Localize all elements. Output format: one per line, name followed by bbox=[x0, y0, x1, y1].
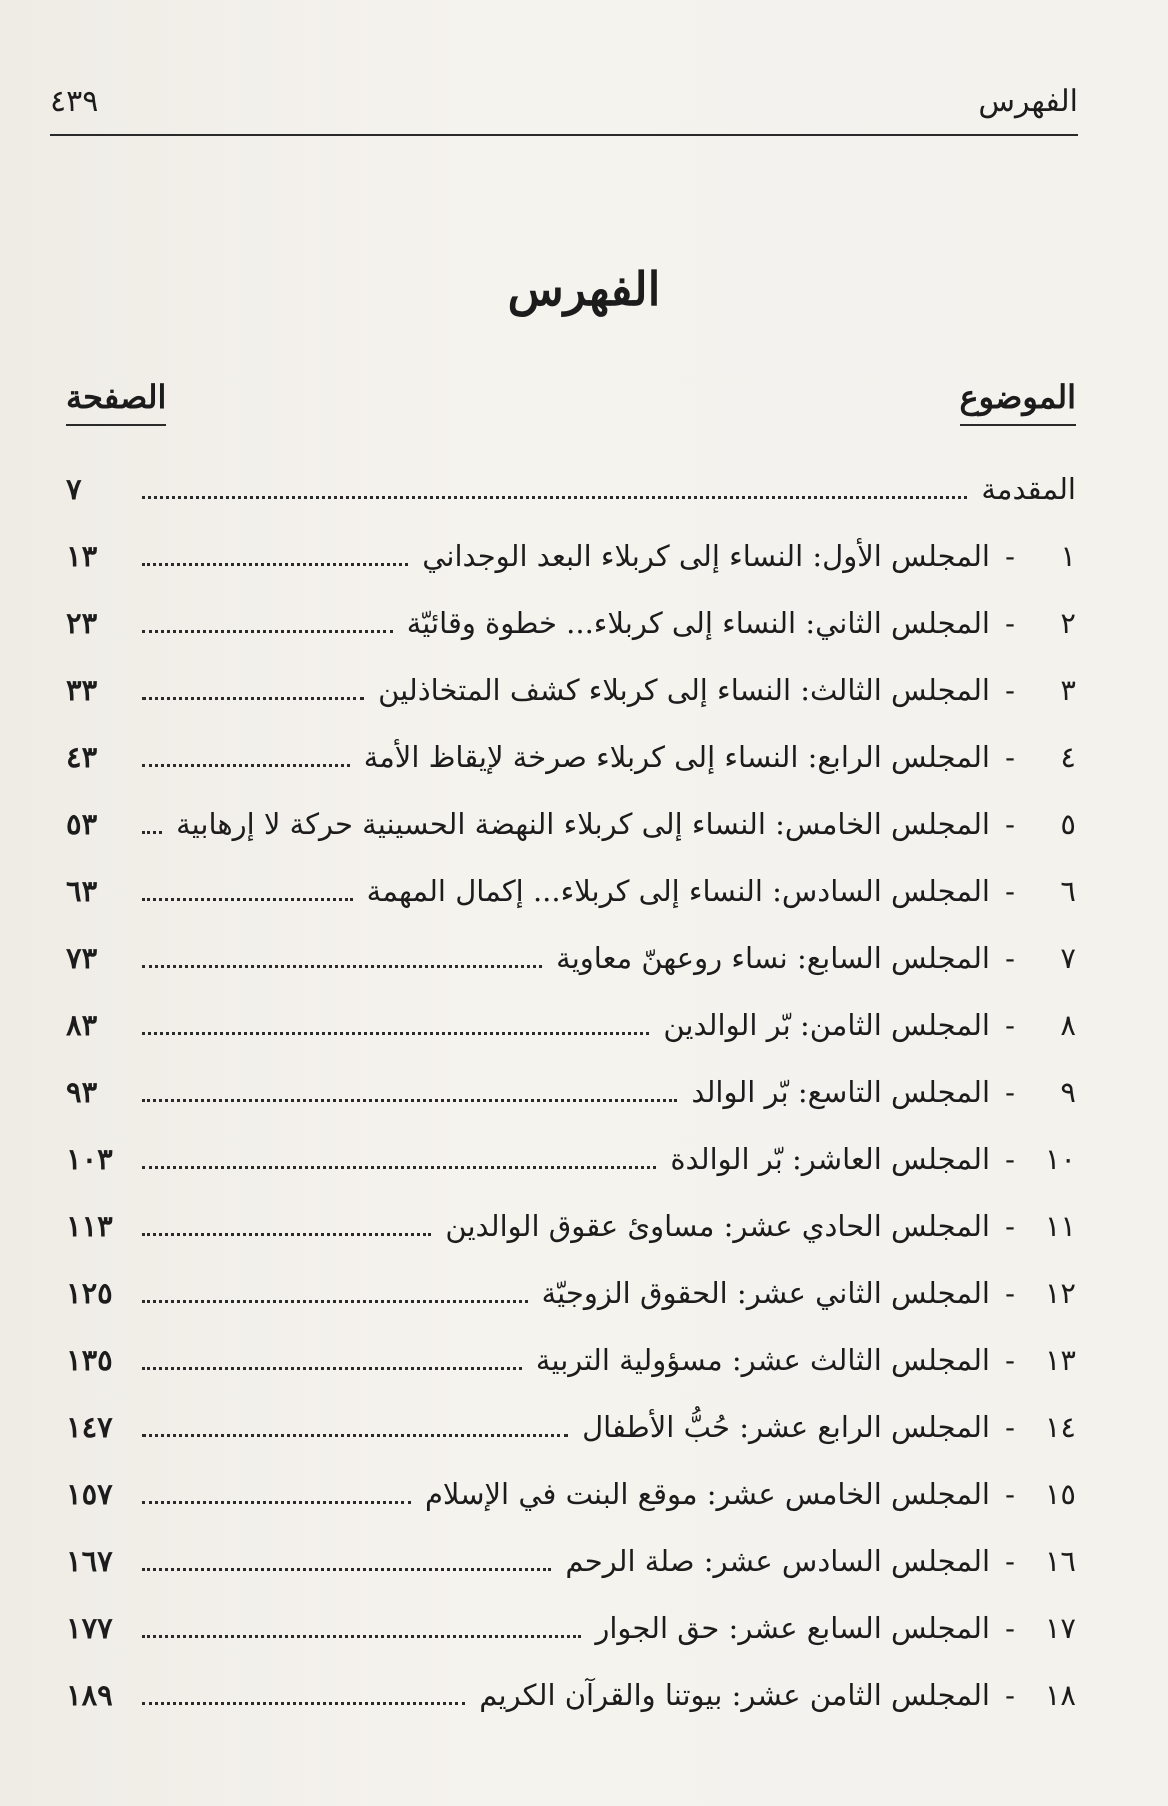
entry-dash: - bbox=[1005, 807, 1015, 841]
entry-page: ٢٣ bbox=[66, 606, 98, 640]
entry-title: المجلس الرابع: النساء إلى كربلاء صرخة لإيقاظ الأمة bbox=[363, 740, 990, 774]
dot-leader bbox=[142, 1085, 677, 1102]
entry-number: ٢ bbox=[1060, 606, 1076, 640]
dot-leader bbox=[142, 683, 364, 700]
entry-title: المجلس السابع عشر: حق الجوار bbox=[595, 1611, 990, 1645]
toc-entry bbox=[66, 1276, 1076, 1343]
entry-title: المجلس العاشر: بّر الوالدة bbox=[670, 1142, 990, 1176]
entry-number: ٩ bbox=[1060, 1075, 1076, 1109]
entry-dash: - bbox=[1005, 673, 1015, 707]
dot-leader bbox=[142, 1152, 656, 1169]
entry-dash: - bbox=[1005, 606, 1015, 640]
dot-leader bbox=[142, 549, 408, 566]
entry-page: ١٦٧ bbox=[66, 1544, 113, 1578]
topic-column-header: الموضوع bbox=[960, 378, 1076, 426]
entry-number: ١٤ bbox=[1044, 1410, 1076, 1444]
toc-entry bbox=[66, 1142, 1076, 1209]
toc-entry bbox=[66, 673, 1076, 740]
entry-number: ٦ bbox=[1060, 874, 1076, 908]
dot-leader bbox=[142, 1688, 465, 1705]
dot-leader bbox=[142, 1554, 551, 1571]
entry-number: ١٠ bbox=[1044, 1142, 1076, 1176]
entry-dash: - bbox=[1005, 874, 1015, 908]
entry-title: المجلس الثالث: النساء إلى كربلاء كشف المتخاذلين bbox=[378, 673, 990, 707]
entry-title: المجلس الثاني عشر: الحقوق الزوجيّة bbox=[541, 1276, 990, 1310]
toc-entry bbox=[66, 941, 1076, 1008]
entry-page: ٧ bbox=[66, 472, 82, 506]
toc-entry bbox=[66, 1075, 1076, 1142]
entry-dash: - bbox=[1005, 1343, 1015, 1377]
entry-number: ٥ bbox=[1060, 807, 1076, 841]
entry-number: ١١ bbox=[1044, 1209, 1076, 1243]
dot-leader bbox=[142, 1219, 431, 1236]
entry-number: ١٥ bbox=[1044, 1477, 1076, 1511]
toc-entry bbox=[66, 1343, 1076, 1410]
toc-entry bbox=[66, 606, 1076, 673]
entry-dash: - bbox=[1005, 1410, 1015, 1444]
entry-dash: - bbox=[1005, 1276, 1015, 1310]
entry-dash: - bbox=[1005, 740, 1015, 774]
entry-dash: - bbox=[1005, 1142, 1015, 1176]
page-number: ٤٣٩ bbox=[50, 84, 99, 119]
toc-entry bbox=[66, 1008, 1076, 1075]
entry-title: المجلس الثالث عشر: مسؤولية التربية bbox=[535, 1343, 990, 1377]
entry-number: ٨ bbox=[1060, 1008, 1076, 1042]
toc-entry bbox=[66, 740, 1076, 807]
entry-dash: - bbox=[1005, 1008, 1015, 1042]
entry-number: ٤ bbox=[1060, 740, 1076, 774]
toc-entry bbox=[66, 1678, 1076, 1745]
entry-title: المجلس السادس: النساء إلى كربلاء... إكمال المهمة bbox=[366, 874, 990, 908]
toc-entry bbox=[66, 874, 1076, 941]
entry-page: ٧٣ bbox=[66, 941, 98, 975]
entry-title: المجلس الرابع عشر: حُبُّ الأطفال bbox=[582, 1410, 990, 1444]
toc-entry bbox=[66, 1209, 1076, 1276]
entry-page: ٩٣ bbox=[66, 1075, 98, 1109]
entry-page: ٦٣ bbox=[66, 874, 98, 908]
entry-page: ٣٣ bbox=[66, 673, 98, 707]
page-title: الفهرس bbox=[507, 262, 661, 316]
dot-leader bbox=[142, 482, 967, 499]
toc-entry bbox=[66, 472, 1076, 539]
dot-leader bbox=[142, 616, 393, 633]
entry-number: ١٣ bbox=[1044, 1343, 1076, 1377]
entry-page: ١٢٥ bbox=[66, 1276, 113, 1310]
dot-leader bbox=[142, 1018, 649, 1035]
entry-title: المجلس الثامن: بّر الوالدين bbox=[663, 1008, 990, 1042]
entry-title: المجلس الخامس: النساء إلى كربلاء النهضة الحسينية حركة لا إرهابية bbox=[176, 807, 990, 841]
running-head-title: الفهرس bbox=[978, 84, 1078, 119]
entry-page: ١٠٣ bbox=[66, 1142, 113, 1176]
entry-dash: - bbox=[1005, 539, 1015, 573]
dot-leader bbox=[142, 1420, 568, 1437]
entry-page: ١٣ bbox=[66, 539, 98, 573]
dot-leader bbox=[142, 884, 353, 901]
toc-entry bbox=[66, 807, 1076, 874]
dot-leader bbox=[142, 750, 350, 767]
entry-title: المجلس التاسع: بّر الوالد bbox=[691, 1075, 990, 1109]
entry-page: ١٨٩ bbox=[66, 1678, 113, 1712]
entry-title: المجلس الحادي عشر: مساوئ عقوق الوالدين bbox=[445, 1209, 990, 1243]
running-head bbox=[50, 78, 1078, 136]
entry-dash: - bbox=[1005, 1611, 1015, 1645]
entry-page: ٨٣ bbox=[66, 1008, 98, 1042]
entry-dash: - bbox=[1005, 941, 1015, 975]
entry-title: المقدمة bbox=[981, 472, 1076, 506]
dot-leader bbox=[142, 1353, 522, 1370]
toc-entry bbox=[66, 1544, 1076, 1611]
entry-number: ١٨ bbox=[1044, 1678, 1076, 1712]
entry-dash: - bbox=[1005, 1678, 1015, 1712]
entry-page: ١٣٥ bbox=[66, 1343, 113, 1377]
dot-leader bbox=[142, 1487, 411, 1504]
entry-dash: - bbox=[1005, 1477, 1015, 1511]
entry-page: ١١٣ bbox=[66, 1209, 113, 1243]
page-column-header: الصفحة bbox=[66, 378, 166, 426]
entry-number: ٣ bbox=[1060, 673, 1076, 707]
toc-list bbox=[66, 472, 1076, 1745]
dot-leader bbox=[142, 1621, 581, 1638]
entry-title: المجلس السابع: نساء روعهنّ معاوية bbox=[556, 941, 990, 975]
entry-page: ١٤٧ bbox=[66, 1410, 113, 1444]
toc-entry bbox=[66, 1611, 1076, 1678]
dot-leader bbox=[142, 951, 542, 968]
entry-page: ١٥٧ bbox=[66, 1477, 113, 1511]
entry-page: ٥٣ bbox=[66, 807, 98, 841]
entry-title: المجلس الخامس عشر: موقع البنت في الإسلام bbox=[424, 1477, 990, 1511]
entry-number: ١٧ bbox=[1044, 1611, 1076, 1645]
entry-number: ١ bbox=[1060, 539, 1076, 573]
dot-leader bbox=[142, 1286, 528, 1303]
entry-dash: - bbox=[1005, 1075, 1015, 1109]
dot-leader bbox=[142, 817, 162, 834]
entry-number: ٧ bbox=[1060, 941, 1076, 975]
entry-number: ١٢ bbox=[1044, 1276, 1076, 1310]
entry-title: المجلس الأول: النساء إلى كربلاء البعد الوجداني bbox=[422, 539, 990, 573]
entry-page: ١٧٧ bbox=[66, 1611, 113, 1645]
entry-dash: - bbox=[1005, 1209, 1015, 1243]
entry-number: ١٦ bbox=[1044, 1544, 1076, 1578]
entry-title: المجلس السادس عشر: صلة الرحم bbox=[565, 1544, 990, 1578]
entry-title: المجلس الثامن عشر: بيوتنا والقرآن الكريم bbox=[479, 1678, 990, 1712]
toc-entry bbox=[66, 1477, 1076, 1544]
entry-title: المجلس الثاني: النساء إلى كربلاء... خطوة وقائيّة bbox=[406, 606, 990, 640]
toc-entry bbox=[66, 1410, 1076, 1477]
entry-dash: - bbox=[1005, 1544, 1015, 1578]
toc-entry bbox=[66, 539, 1076, 606]
entry-page: ٤٣ bbox=[66, 740, 98, 774]
